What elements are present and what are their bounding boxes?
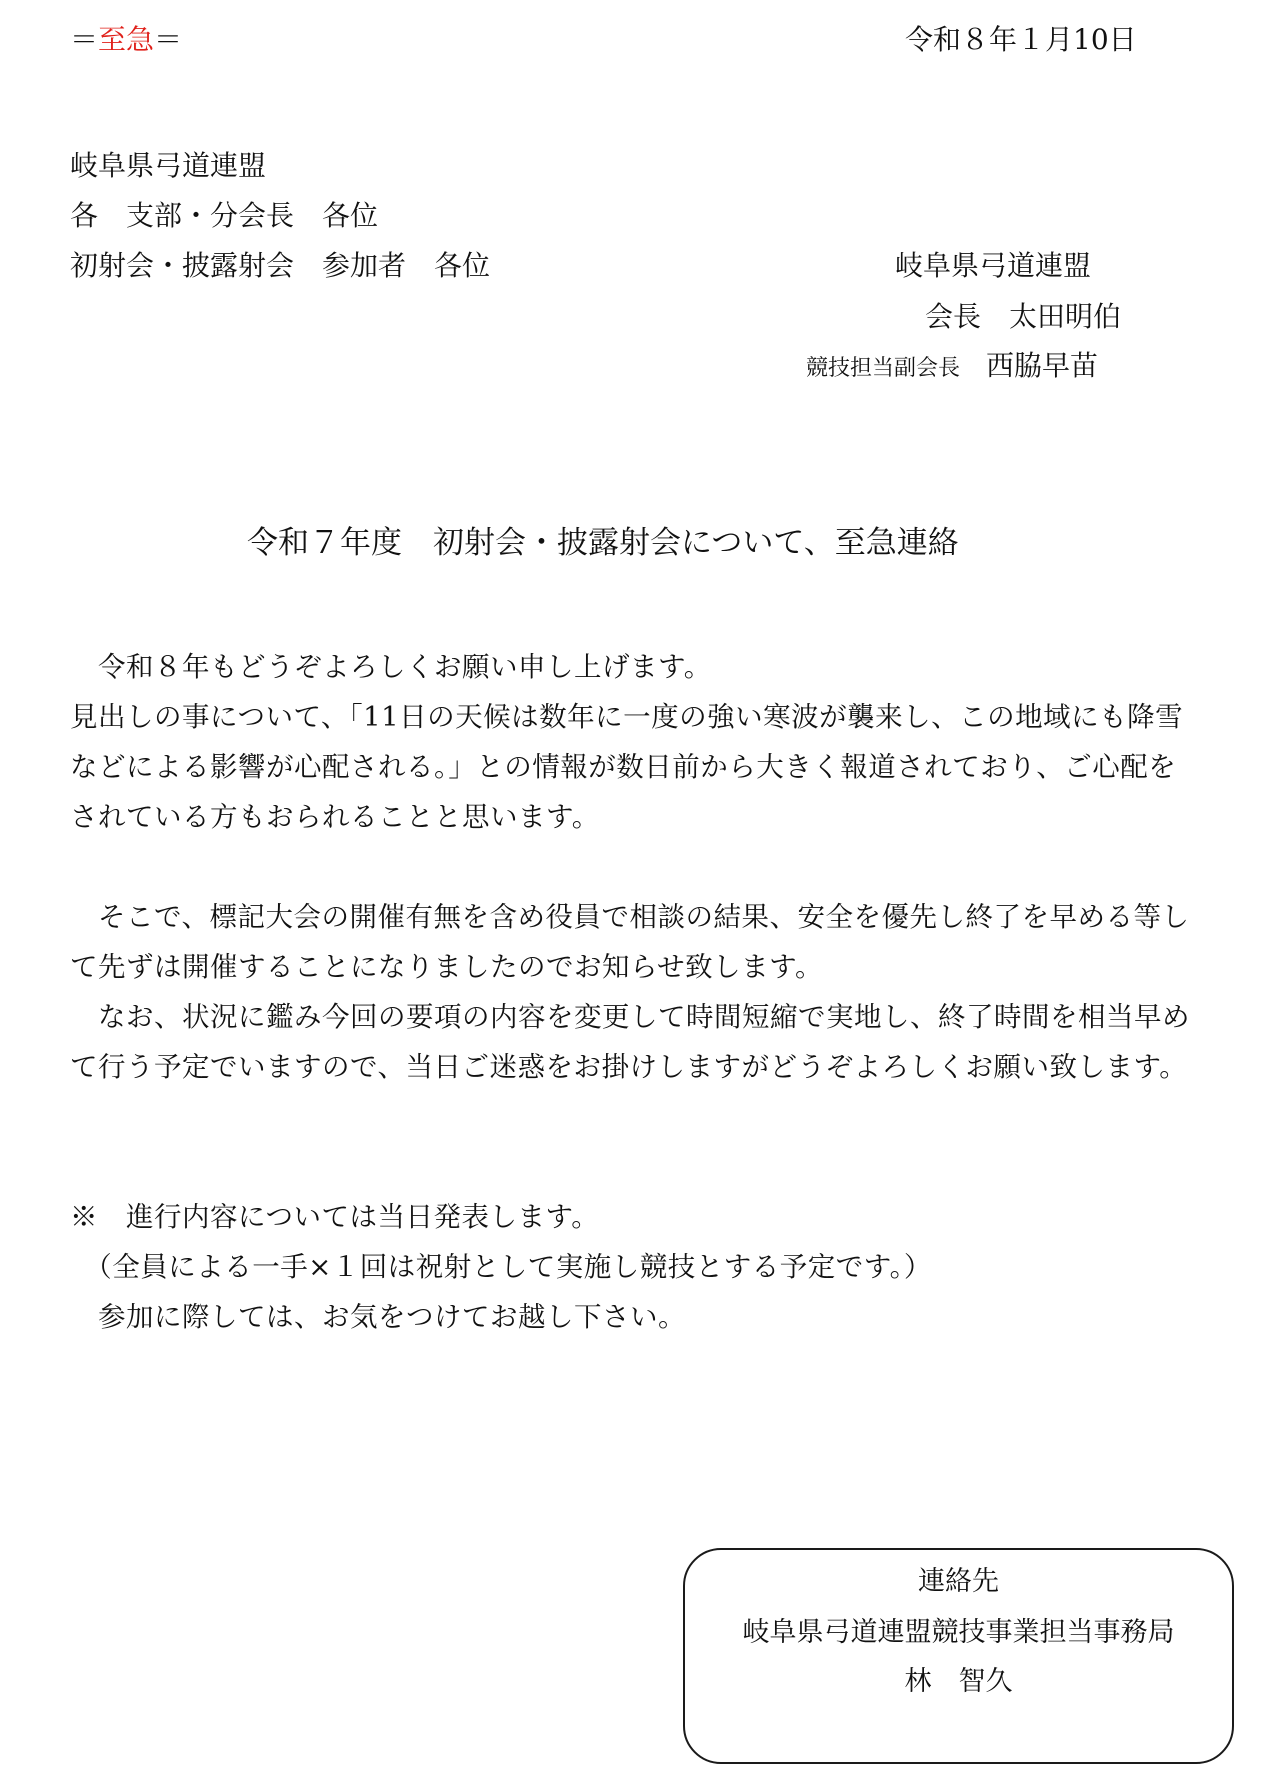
urgent-suffix: ＝ xyxy=(154,23,183,56)
contact-box xyxy=(683,1548,1234,1764)
contact-office: 岐阜県弓道連盟競技事業担当事務局 xyxy=(742,1617,1175,1648)
urgent-label xyxy=(70,23,183,56)
body-line: 令和８年もどうぞよろしくお願い申し上げます。 xyxy=(70,651,712,683)
sender-vice-president xyxy=(806,349,1099,382)
contact-name: 林 智久 xyxy=(904,1666,1013,1697)
contact-heading: 連絡先 xyxy=(918,1566,999,1597)
body-line: 見出しの事について、「11日の天候は数年に一度の強い寒波が襲来し、この地域にも降雪 xyxy=(70,701,1184,733)
vice-name: 西脇早苗 xyxy=(986,349,1099,382)
body-line: て行う予定でいますので、当日ご迷惑をお掛けしますがどうぞよろしくお願い致します。 xyxy=(70,1051,1188,1083)
note-line: （全員による一手×１回は祝射として実施し競技とする予定です。） xyxy=(70,1251,932,1283)
addressee-line-branch-heads: 各 支部・分会長 各位 xyxy=(70,199,379,232)
addressee-org: 岐阜県弓道連盟 xyxy=(70,149,267,182)
body-line: などによる影響が心配される。」との情報が数日前から大きく報道されており、ご心配を xyxy=(70,751,1177,783)
note-line: ※ 進行内容については当日発表します。 xyxy=(70,1201,600,1233)
document-date: 令和８年１月10日 xyxy=(905,23,1137,56)
urgent-word: 至急 xyxy=(98,23,155,56)
addressee-line-participants: 初射会・披露射会 参加者 各位 xyxy=(70,249,491,282)
body-line: されている方もおられることと思います。 xyxy=(70,801,600,833)
body-line: なお、状況に鑑み今回の要項の内容を変更して時間短縮で実地し、終了時間を相当早め xyxy=(70,1001,1190,1033)
president-title: 会長 xyxy=(925,300,982,333)
sender-org: 岐阜県弓道連盟 xyxy=(895,249,1092,282)
vice-title: 競技担当副会長 xyxy=(806,356,961,381)
president-name: 太田明伯 xyxy=(1009,300,1122,333)
sender-president xyxy=(925,300,1122,333)
body-line: て先ずは開催することになりましたのでお知らせ致します。 xyxy=(70,951,823,983)
note-line: 参加に際しては、お気をつけてお越し下さい。 xyxy=(70,1301,686,1333)
document-title: 令和７年度 初射会・披露射会について、至急連絡 xyxy=(247,525,959,561)
body-line: そこで、標記大会の開催有無を含め役員で相談の結果、安全を優先し終了を早める等し xyxy=(70,901,1190,933)
urgent-prefix: ＝ xyxy=(70,23,99,56)
